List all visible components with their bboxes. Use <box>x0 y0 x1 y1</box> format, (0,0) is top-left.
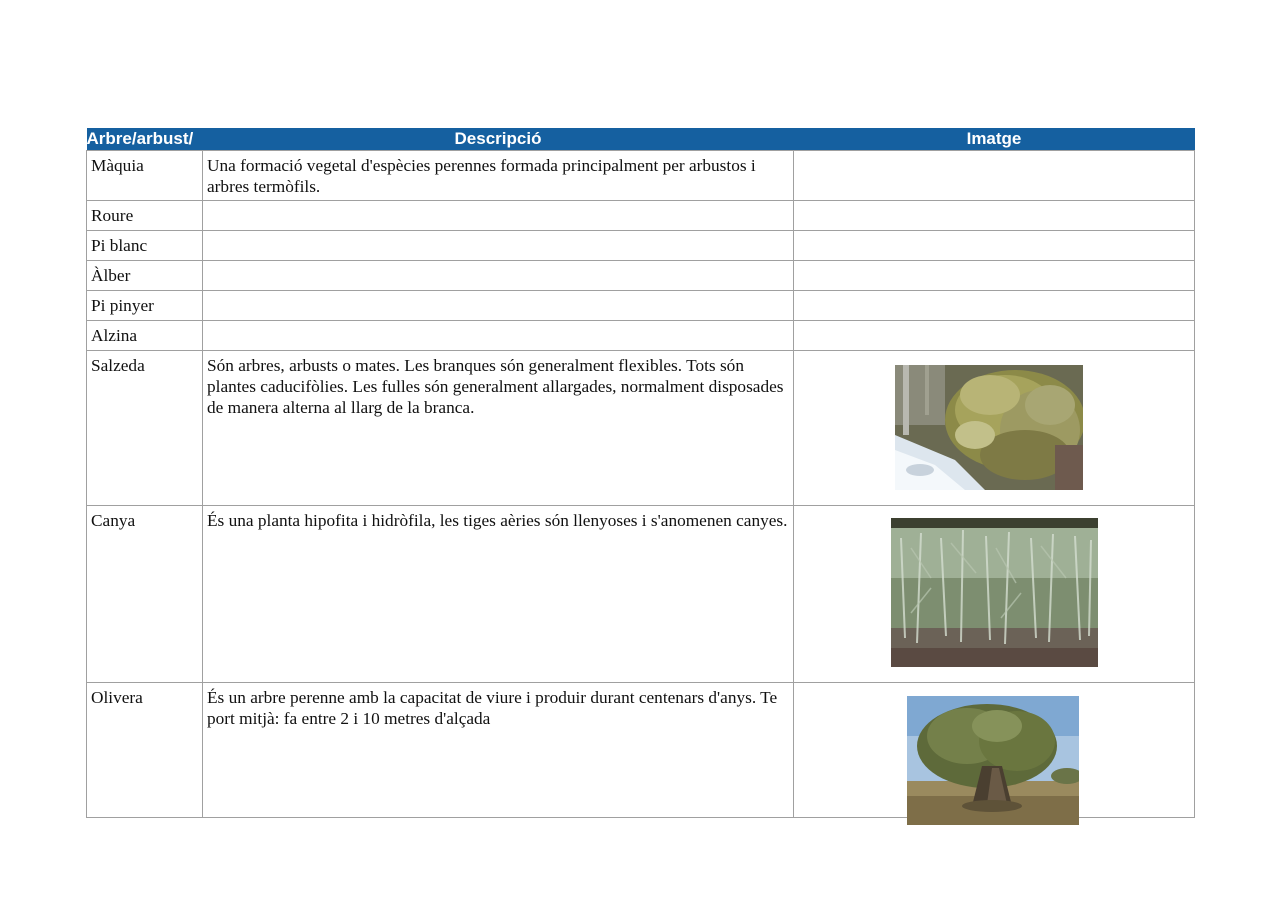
plant-image-cell <box>794 321 1195 351</box>
plant-name: Màquia <box>87 151 203 201</box>
table-row <box>87 683 1195 818</box>
header-description: Descripció <box>203 128 794 151</box>
giant-reed-photo <box>891 518 1098 667</box>
plant-image-cell <box>794 683 1195 818</box>
plant-image-cell <box>794 351 1195 506</box>
plant-image-cell <box>794 291 1195 321</box>
table-row <box>87 201 1195 231</box>
table-row <box>87 351 1195 506</box>
plants-table <box>86 128 1195 818</box>
header-image: Imatge <box>794 128 1195 151</box>
plant-image-cell <box>794 506 1195 683</box>
plant-name: Pi blanc <box>87 231 203 261</box>
plant-description: Una formació vegetal d'espècies perennes formada principalment per arbustos i arbres termòfils. <box>203 151 794 201</box>
plant-description <box>203 201 794 231</box>
table-row <box>87 506 1195 683</box>
plant-description <box>203 291 794 321</box>
plant-description: És una planta hipofita i hidròfila, les tiges aèries són llenyoses i s'anomenen canyes. <box>203 506 794 683</box>
table-row <box>87 151 1195 201</box>
plant-description <box>203 321 794 351</box>
olive-tree-photo <box>907 696 1079 825</box>
plant-name: Canya <box>87 506 203 683</box>
plant-description <box>203 231 794 261</box>
plant-description: És un arbre perenne amb la capacitat de viure i produir durant centenars d'anys. Te port mitjà: fa entre 2 i 10 metres d'alçada <box>203 683 794 818</box>
plant-name: Pi pinyer <box>87 291 203 321</box>
plant-image-cell <box>794 151 1195 201</box>
header-tree: Arbre/arbust/ <box>87 128 203 151</box>
plant-description: Són arbres, arbusts o mates. Les branques són generalment flexibles. Tots són plantes caducifòlies. Les fulles són generalment allargades, normalment disposades de manera alterna al llarg de la branca. <box>203 351 794 506</box>
plant-image-cell <box>794 231 1195 261</box>
plant-name: Alzina <box>87 321 203 351</box>
table-row <box>87 291 1195 321</box>
plant-name: Àlber <box>87 261 203 291</box>
header-row <box>87 128 1195 151</box>
plant-description <box>203 261 794 291</box>
table-row <box>87 261 1195 291</box>
plant-image-cell <box>794 201 1195 231</box>
table-row <box>87 321 1195 351</box>
plant-name: Olivera <box>87 683 203 818</box>
plant-name: Roure <box>87 201 203 231</box>
willow-shrub-photo <box>895 365 1083 490</box>
table-row <box>87 231 1195 261</box>
plant-image-cell <box>794 261 1195 291</box>
plant-name: Salzeda <box>87 351 203 506</box>
